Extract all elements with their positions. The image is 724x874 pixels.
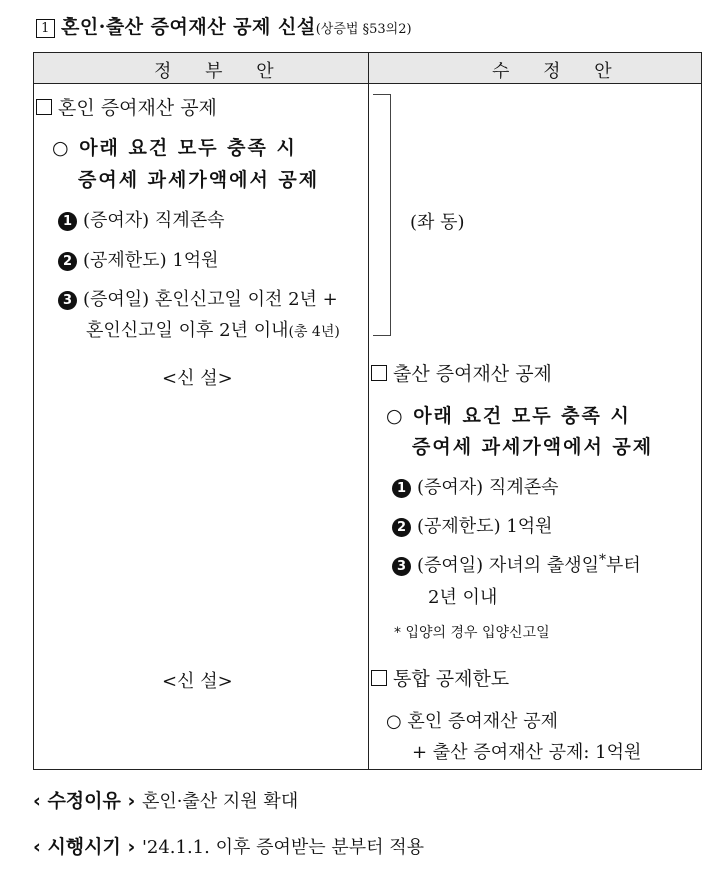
right-item-3-line2: 2년 이내 <box>428 587 498 608</box>
left-heading-marriage: 혼인 증여재산 공제 <box>36 93 217 120</box>
left-bullet-line2: 증여세 과세가액에서 공제 <box>78 169 320 191</box>
left-new-1: <신 설> <box>162 368 233 389</box>
circled-number-2-icon: 2 <box>392 518 411 537</box>
same-as-left-bracket <box>373 94 391 336</box>
effective-date-text: '24.1.1. 이후 증여받는 분부터 적용 <box>141 837 425 858</box>
right-item-1: 1 (증여자) 직계존속 <box>392 473 558 499</box>
right-bullet-line2: 증여세 과세가액에서 공제 <box>412 436 654 458</box>
effective-date-label: 시행시기 <box>47 836 121 858</box>
checkbox-square-icon <box>36 99 52 115</box>
right-heading-combined: 통합 공제한도 <box>371 664 509 691</box>
document-title <box>36 12 412 39</box>
left-item-2: 2 (공제한도) 1억원 <box>58 246 219 272</box>
checkbox-square-icon <box>371 365 387 381</box>
header-government-proposal: 정 부 안 <box>154 61 288 82</box>
right-combined-line1: ○ 혼인 증여재산 공제 <box>386 711 558 732</box>
left-new-2: <신 설> <box>162 671 233 692</box>
right-item-3: 3 (증여일) 자녀의 출생일*부터 <box>392 551 641 577</box>
right-heading-birth: 출산 증여재산 공제 <box>371 359 552 386</box>
circled-number-2-icon: 2 <box>58 252 77 271</box>
revision-reason-label: 수정이유 <box>47 790 121 812</box>
right-item-2: 2 (공제한도) 1억원 <box>392 512 553 538</box>
circled-number-1-icon: 1 <box>58 212 77 231</box>
left-bullet-line1: ○ 아래 요건 모두 충족 시 <box>52 137 297 159</box>
right-footnote: * 입양의 경우 입양신고일 <box>394 625 550 641</box>
left-item-3: 3 (증여일) 혼인신고일 이전 2년 + <box>58 285 338 311</box>
circled-number-1-icon: 1 <box>392 479 411 498</box>
title-text: 혼인·출산 증여재산 공제 신설 <box>61 16 316 38</box>
revision-reason: ‹ 수정이유 › 혼인·출산 지원 확대 <box>33 790 299 812</box>
left-item-3-note: (총 4년) <box>288 324 340 340</box>
footnote-marker: * <box>598 552 606 568</box>
left-item-1: 1 (증여자) 직계존속 <box>58 206 224 232</box>
column-divider <box>368 53 369 769</box>
checkbox-square-icon <box>371 670 387 686</box>
right-combined-line2: + 출산 증여재산 공제: 1억원 <box>412 742 642 763</box>
effective-date: ‹ 시행시기 › '24.1.1. 이후 증여받는 분부터 적용 <box>33 836 425 858</box>
header-revised-proposal: 수 정 안 <box>492 61 626 82</box>
right-bullet-line1: ○ 아래 요건 모두 충족 시 <box>386 405 631 427</box>
section-number-box: 1 <box>36 19 55 38</box>
right-same-as-left: (좌 동) <box>410 212 465 233</box>
left-item-3-line2: 혼인신고일 이후 2년 이내(총 4년) <box>86 320 340 341</box>
revision-reason-text: 혼인·출산 지원 확대 <box>141 791 299 812</box>
circled-number-3-icon: 3 <box>58 291 77 310</box>
circled-number-3-icon: 3 <box>392 557 411 576</box>
law-reference: (상증법 §53의2) <box>315 22 412 37</box>
